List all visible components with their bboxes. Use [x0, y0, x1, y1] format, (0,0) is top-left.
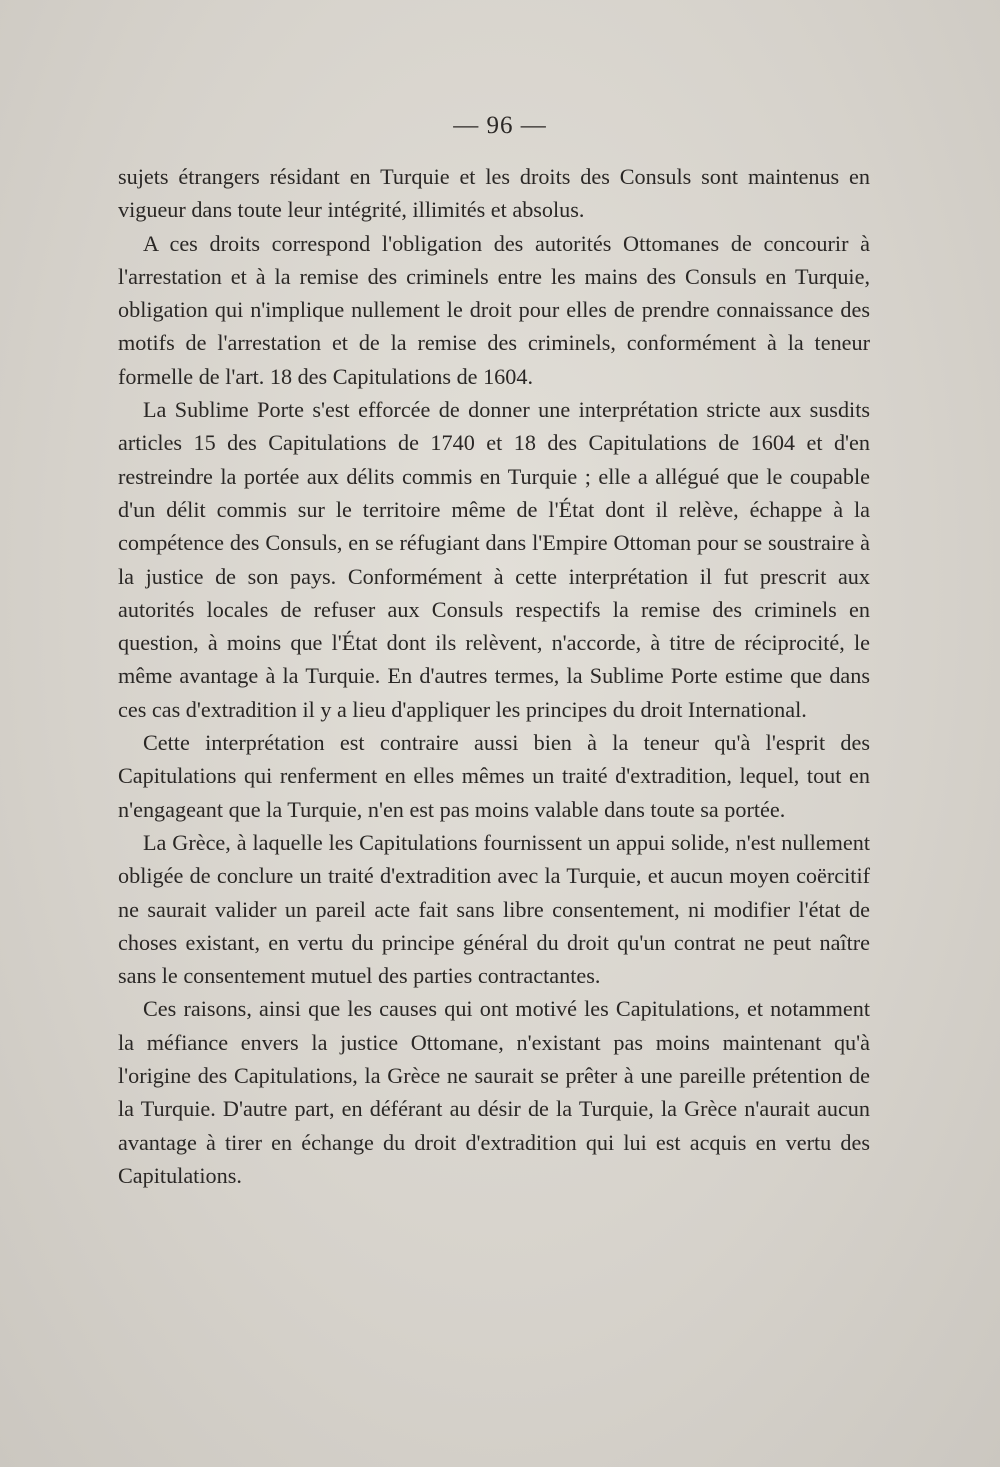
paragraph-1: sujets étrangers résidant en Turquie et les droits des Consuls sont maintenus en vigueur dans toute leur intégrité, illimités et absolus.	[118, 164, 870, 223]
paragraph-6: Ces raisons, ainsi que les causes qui ont motivé les Capitulations, et notamment la méfiance envers la justice Ottomane, n'existant pas moins maintenant qu'à l'origine des Capitulations, la Grèce ne saurait se prêter à une pareille prétention de la Turquie. D'autre part, en déférant au désir de la Turquie, la Grèce n'aurait aucun avantage à tirer en échange du droit d'extradition qui lui est acquis en vertu des Capitulations.	[118, 996, 870, 1188]
body-text	[118, 160, 870, 1192]
paragraph-2: A ces droits correspond l'obligation des autorités Ottomanes de concourir à l'arrestation et à la remise des criminels entre les mains des Consuls en Turquie, obligation qui n'implique nullement le droit pour elles de prendre connaissance des motifs de l'arrestation et de la remise des criminels, conformément à la teneur formelle de l'art. 18 des Capitulations de 1604.	[118, 230, 870, 389]
page-number: — 96 —	[453, 112, 547, 139]
paragraph-5: La Grèce, à laquelle les Capitulations fournissent un appui solide, n'est nullement obligée de conclure un traité d'extradition avec la Turquie, et aucun moyen coërcitif ne saurait valider un pareil acte fait sans libre consentement, ni modifier l'état de choses existant, en vertu du principe général du droit qu'un contrat ne peut naître sans le consentement mutuel des parties contractantes.	[118, 829, 870, 989]
paragraph-4: Cette interprétation est contraire aussi bien à la teneur qu'à l'esprit des Capitulations qui renferment en elles mêmes un traité d'extradition, lequel, tout en n'engageant que la Turquie, n'en est pas moins valable dans toute sa portée.	[118, 730, 870, 822]
paragraph-3: La Sublime Porte s'est efforcée de donner une interprétation stricte aux susdits articles 15 des Capitulations de 1740 et 18 des Capitulations de 1604 et d'en restreindre la portée aux délits commis en Turquie ; elle a allégué que le coupable d'un délit commis sur le territoire même de l'État dont il relève, échappe à la compétence des Consuls, en se réfugiant dans l'Empire Ottoman pour se soustraire à la justice de son pays. Conformément à cette interprétation il fut prescrit aux autorités locales de refuser aux Consuls respectifs la remise des criminels en question, à moins que l'État dont ils relèvent, n'accorde, à titre de réciprocité, le même avantage à la Turquie. En d'autres termes, la Sublime Porte estime que dans ces cas d'extradition il y a lieu d'appliquer les principes du droit International.	[118, 397, 870, 722]
